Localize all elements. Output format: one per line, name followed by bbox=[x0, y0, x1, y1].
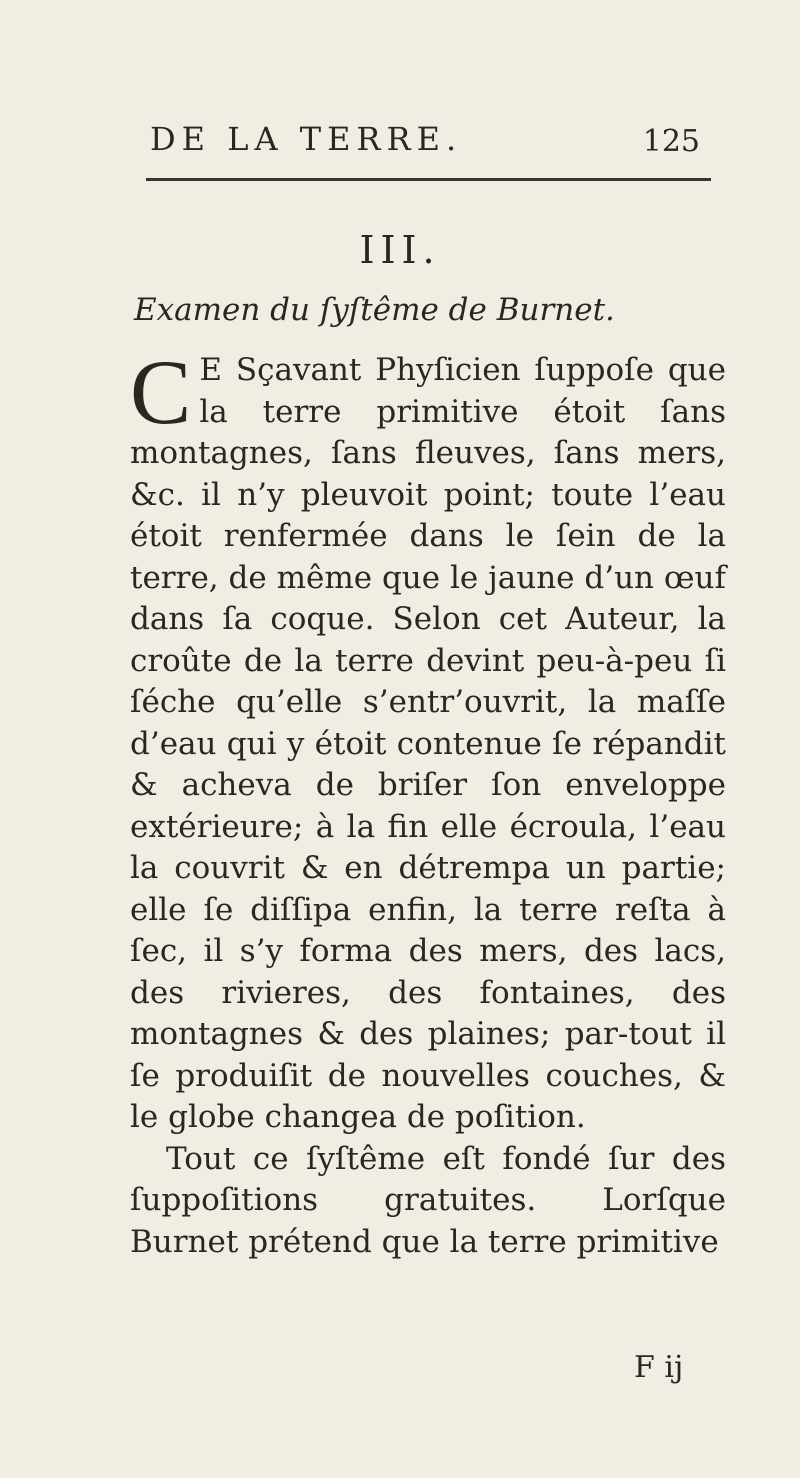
paragraph-1 bbox=[130, 341, 726, 1139]
paragraph-1-text: E Sçavant Phyſicien ſuppoſe que la terre primitive étoit ſans montagnes, ſans fleuves, ſans mers, &c. il n’y pleuvoit point; toute l’eau étoit renfermée dans le ſein de la terre, de même que le jaune d’un œuf dans ſa coque. Selon cet Auteur, la croûte de la terre devint peu-à-peu ſi ſéche qu’elle s’entr’ouvrit, la maſſe d’eau qui y étoit contenue ſe répandit & acheva de briſer ſon enveloppe extérieure; à la fin elle écroula, l’eau la couvrit & en détrempa un partie; elle ſe diſſipa enfin, la terre reſta à ſec, il s’y forma des mers, des lacs, des rivieres, des fontaines, des montagnes & des plaines; par-tout il ſe produiſit de nouvelles couches, & le globe changea de poſition. bbox=[130, 352, 726, 1135]
header-rule bbox=[146, 178, 711, 181]
paragraph-2: Tout ce ſyſtême eſt fondé ſur des ſuppoſitions gratuites. Lorſque Burnet prétend que la terre primitive bbox=[130, 1140, 726, 1260]
drop-cap: C bbox=[130, 341, 192, 443]
running-head bbox=[140, 120, 700, 164]
section-title: Examen du ſyſtême de Burnet. bbox=[134, 292, 615, 328]
section-number: III. bbox=[359, 228, 441, 272]
signature-mark: F ij bbox=[634, 1350, 684, 1385]
page-number: 125 bbox=[642, 124, 700, 159]
running-title: DE LA TERRE. bbox=[150, 120, 463, 158]
body-text bbox=[130, 341, 726, 1263]
